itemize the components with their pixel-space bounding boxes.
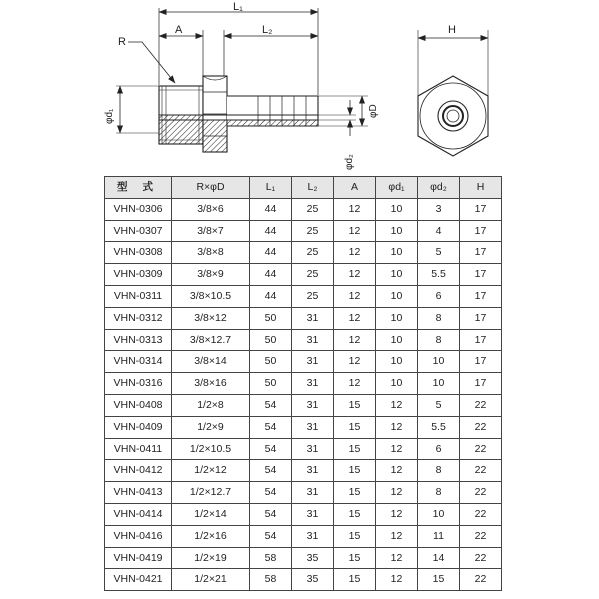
cell-d2: 11 bbox=[418, 525, 460, 547]
cell-d2: 8 bbox=[418, 460, 460, 482]
cell-A: 12 bbox=[334, 242, 376, 264]
table-row bbox=[105, 394, 502, 416]
side-view bbox=[159, 8, 318, 152]
cell-H: 17 bbox=[460, 285, 502, 307]
cell-d2: 8 bbox=[418, 482, 460, 504]
cell-L1: 50 bbox=[250, 329, 292, 351]
cell-size: 1/2×12.7 bbox=[172, 482, 250, 504]
cell-model: VHN-0414 bbox=[105, 503, 172, 525]
cell-model: VHN-0308 bbox=[105, 242, 172, 264]
table-row bbox=[105, 329, 502, 351]
table-row bbox=[105, 482, 502, 504]
dimension-labels bbox=[104, 1, 456, 170]
cell-model: VHN-0307 bbox=[105, 220, 172, 242]
cell-L1: 50 bbox=[250, 307, 292, 329]
cell-H: 22 bbox=[460, 525, 502, 547]
cell-model: VHN-0306 bbox=[105, 198, 172, 220]
table-row bbox=[105, 438, 502, 460]
cell-model: VHN-0421 bbox=[105, 569, 172, 591]
table-header-row bbox=[105, 177, 502, 199]
hose-nipple-drawing bbox=[0, 0, 599, 178]
cell-d2: 5 bbox=[418, 394, 460, 416]
cell-d1: 12 bbox=[376, 503, 418, 525]
table-row bbox=[105, 264, 502, 286]
cell-L2: 35 bbox=[292, 547, 334, 569]
cell-H: 22 bbox=[460, 460, 502, 482]
cell-d2: 15 bbox=[418, 569, 460, 591]
cell-model: VHN-0409 bbox=[105, 416, 172, 438]
table-row bbox=[105, 307, 502, 329]
header-model: 型 式 bbox=[105, 177, 172, 199]
cell-d2: 14 bbox=[418, 547, 460, 569]
cell-size: 1/2×14 bbox=[172, 503, 250, 525]
cell-A: 12 bbox=[334, 264, 376, 286]
cell-H: 17 bbox=[460, 329, 502, 351]
cell-H: 17 bbox=[460, 264, 502, 286]
end-view bbox=[418, 30, 488, 156]
cell-d2: 5.5 bbox=[418, 416, 460, 438]
cell-d1: 12 bbox=[376, 460, 418, 482]
cell-model: VHN-0314 bbox=[105, 351, 172, 373]
cell-A: 12 bbox=[334, 220, 376, 242]
cell-d2: 6 bbox=[418, 438, 460, 460]
cell-d2: 5.5 bbox=[418, 264, 460, 286]
table-row bbox=[105, 242, 502, 264]
cell-L1: 54 bbox=[250, 394, 292, 416]
cell-size: 1/2×8 bbox=[172, 394, 250, 416]
cell-model: VHN-0408 bbox=[105, 394, 172, 416]
cell-A: 15 bbox=[334, 394, 376, 416]
cell-d2: 10 bbox=[418, 351, 460, 373]
cell-d2: 10 bbox=[418, 503, 460, 525]
cell-A: 15 bbox=[334, 547, 376, 569]
cell-size: 1/2×10.5 bbox=[172, 438, 250, 460]
cell-L1: 54 bbox=[250, 460, 292, 482]
header-d1: φd₁ bbox=[376, 177, 418, 199]
cell-A: 15 bbox=[334, 503, 376, 525]
table-row bbox=[105, 373, 502, 395]
cell-H: 17 bbox=[460, 307, 502, 329]
cell-H: 17 bbox=[460, 198, 502, 220]
cell-d1: 10 bbox=[376, 329, 418, 351]
cell-d2: 5 bbox=[418, 242, 460, 264]
cell-model: VHN-0313 bbox=[105, 329, 172, 351]
cell-A: 12 bbox=[334, 198, 376, 220]
header-L2: L₂ bbox=[292, 177, 334, 199]
label-L1: L₁ bbox=[233, 1, 243, 13]
cell-A: 15 bbox=[334, 482, 376, 504]
cell-size: 3/8×6 bbox=[172, 198, 250, 220]
label-d2: φd₂ bbox=[344, 154, 355, 170]
header-H: H bbox=[460, 177, 502, 199]
cell-L2: 31 bbox=[292, 329, 334, 351]
cell-H: 22 bbox=[460, 547, 502, 569]
cell-L2: 31 bbox=[292, 438, 334, 460]
cell-d1: 12 bbox=[376, 394, 418, 416]
table-row bbox=[105, 198, 502, 220]
cell-d1: 10 bbox=[376, 351, 418, 373]
cell-L1: 44 bbox=[250, 220, 292, 242]
cell-model: VHN-0316 bbox=[105, 373, 172, 395]
table-row bbox=[105, 569, 502, 591]
cell-d1: 10 bbox=[376, 373, 418, 395]
cell-L1: 58 bbox=[250, 569, 292, 591]
cell-A: 12 bbox=[334, 351, 376, 373]
header-L1: L₁ bbox=[250, 177, 292, 199]
cell-A: 12 bbox=[334, 285, 376, 307]
table-row bbox=[105, 351, 502, 373]
cell-L1: 50 bbox=[250, 351, 292, 373]
cell-L2: 31 bbox=[292, 307, 334, 329]
table-row bbox=[105, 285, 502, 307]
cell-L1: 54 bbox=[250, 438, 292, 460]
table-row bbox=[105, 547, 502, 569]
cell-L2: 25 bbox=[292, 264, 334, 286]
cell-d1: 10 bbox=[376, 285, 418, 307]
cell-H: 22 bbox=[460, 416, 502, 438]
cell-L1: 44 bbox=[250, 242, 292, 264]
table-row bbox=[105, 416, 502, 438]
cell-L2: 31 bbox=[292, 416, 334, 438]
cell-size: 3/8×16 bbox=[172, 373, 250, 395]
cell-L2: 25 bbox=[292, 198, 334, 220]
header-A: A bbox=[334, 177, 376, 199]
cell-L2: 31 bbox=[292, 503, 334, 525]
cell-d2: 3 bbox=[418, 198, 460, 220]
cell-size: 3/8×14 bbox=[172, 351, 250, 373]
label-H: H bbox=[448, 24, 456, 36]
cell-L1: 50 bbox=[250, 373, 292, 395]
cell-A: 15 bbox=[334, 438, 376, 460]
cell-L2: 31 bbox=[292, 525, 334, 547]
cell-d2: 6 bbox=[418, 285, 460, 307]
cell-A: 12 bbox=[334, 329, 376, 351]
cell-L1: 54 bbox=[250, 482, 292, 504]
cell-model: VHN-0416 bbox=[105, 525, 172, 547]
cell-H: 22 bbox=[460, 394, 502, 416]
cell-d1: 10 bbox=[376, 198, 418, 220]
cell-L2: 31 bbox=[292, 460, 334, 482]
cell-d1: 12 bbox=[376, 416, 418, 438]
cell-size: 3/8×7 bbox=[172, 220, 250, 242]
cell-L2: 31 bbox=[292, 373, 334, 395]
cell-size: 3/8×12 bbox=[172, 307, 250, 329]
cell-H: 22 bbox=[460, 438, 502, 460]
label-A: A bbox=[175, 24, 183, 36]
cell-L1: 54 bbox=[250, 525, 292, 547]
cell-model: VHN-0309 bbox=[105, 264, 172, 286]
table-row bbox=[105, 503, 502, 525]
table-body bbox=[105, 198, 502, 590]
cell-L2: 25 bbox=[292, 220, 334, 242]
cell-L2: 25 bbox=[292, 285, 334, 307]
cell-L1: 54 bbox=[250, 416, 292, 438]
cell-H: 17 bbox=[460, 220, 502, 242]
table-row bbox=[105, 460, 502, 482]
cell-A: 15 bbox=[334, 525, 376, 547]
header-size: R×φD bbox=[172, 177, 250, 199]
cell-size: 1/2×12 bbox=[172, 460, 250, 482]
cell-d1: 10 bbox=[376, 220, 418, 242]
cell-d1: 10 bbox=[376, 307, 418, 329]
cell-d2: 8 bbox=[418, 307, 460, 329]
cell-model: VHN-0419 bbox=[105, 547, 172, 569]
cell-size: 1/2×19 bbox=[172, 547, 250, 569]
cell-L2: 31 bbox=[292, 482, 334, 504]
cell-size: 1/2×16 bbox=[172, 525, 250, 547]
cell-d1: 12 bbox=[376, 525, 418, 547]
cell-A: 12 bbox=[334, 373, 376, 395]
label-d1: φd₁ bbox=[104, 108, 115, 124]
spec-table bbox=[104, 176, 502, 591]
cell-L2: 35 bbox=[292, 569, 334, 591]
cell-H: 17 bbox=[460, 242, 502, 264]
cell-H: 22 bbox=[460, 503, 502, 525]
cell-d1: 12 bbox=[376, 482, 418, 504]
cell-H: 22 bbox=[460, 569, 502, 591]
label-D: φD bbox=[368, 104, 379, 118]
cell-A: 15 bbox=[334, 416, 376, 438]
cell-L1: 44 bbox=[250, 285, 292, 307]
cell-H: 22 bbox=[460, 482, 502, 504]
cell-size: 1/2×21 bbox=[172, 569, 250, 591]
cell-L2: 31 bbox=[292, 394, 334, 416]
cell-L1: 54 bbox=[250, 503, 292, 525]
cell-model: VHN-0312 bbox=[105, 307, 172, 329]
cell-H: 17 bbox=[460, 351, 502, 373]
cell-d2: 4 bbox=[418, 220, 460, 242]
cell-model: VHN-0412 bbox=[105, 460, 172, 482]
cell-size: 3/8×12.7 bbox=[172, 329, 250, 351]
cell-d1: 12 bbox=[376, 569, 418, 591]
cell-d1: 12 bbox=[376, 547, 418, 569]
cell-A: 12 bbox=[334, 307, 376, 329]
table-row bbox=[105, 220, 502, 242]
cell-d1: 10 bbox=[376, 264, 418, 286]
cell-L2: 25 bbox=[292, 242, 334, 264]
cell-L2: 31 bbox=[292, 351, 334, 373]
cell-A: 15 bbox=[334, 460, 376, 482]
cell-d1: 10 bbox=[376, 242, 418, 264]
cell-size: 1/2×9 bbox=[172, 416, 250, 438]
cell-d2: 8 bbox=[418, 329, 460, 351]
cell-model: VHN-0413 bbox=[105, 482, 172, 504]
cell-L1: 44 bbox=[250, 198, 292, 220]
cell-d1: 12 bbox=[376, 438, 418, 460]
cell-model: VHN-0411 bbox=[105, 438, 172, 460]
cell-A: 15 bbox=[334, 569, 376, 591]
cell-L1: 58 bbox=[250, 547, 292, 569]
label-L2: L₂ bbox=[262, 24, 273, 36]
cell-d2: 10 bbox=[418, 373, 460, 395]
cell-size: 3/8×8 bbox=[172, 242, 250, 264]
header-d2: φd₂ bbox=[418, 177, 460, 199]
cell-size: 3/8×10.5 bbox=[172, 285, 250, 307]
table-row bbox=[105, 525, 502, 547]
cell-H: 17 bbox=[460, 373, 502, 395]
cell-model: VHN-0311 bbox=[105, 285, 172, 307]
cell-L1: 44 bbox=[250, 264, 292, 286]
label-R: R bbox=[118, 36, 126, 48]
cell-size: 3/8×9 bbox=[172, 264, 250, 286]
